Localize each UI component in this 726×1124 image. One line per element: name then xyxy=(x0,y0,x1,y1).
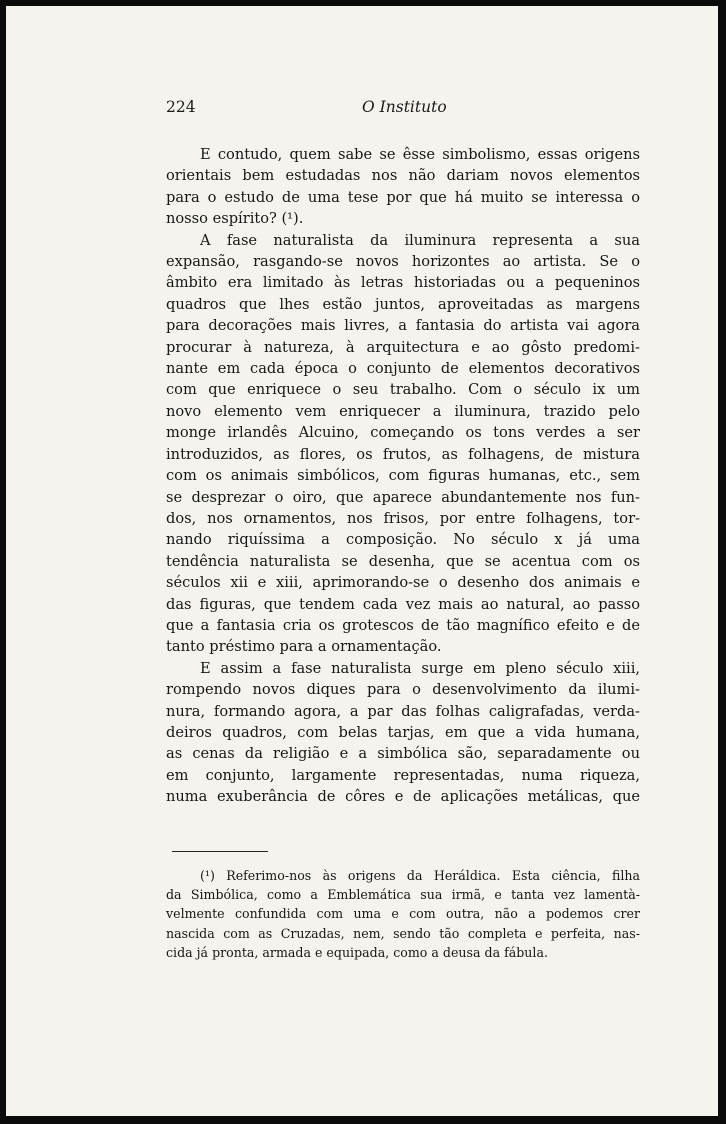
text-line: expansão, rasgando-se novos horizontes ao artista. Se o xyxy=(166,253,640,271)
text-line: numa exuberância de côres e de aplicações metálicas, que xyxy=(166,788,640,806)
footnote-line: velmente confundida com uma e com outra, não a podemos crer xyxy=(166,906,640,922)
footnote xyxy=(166,866,640,962)
text-line: dos, nos ornamentos, nos frisos, por entre folhagens, tor- xyxy=(166,509,640,527)
text-line: em conjunto, largamente representadas, numa riqueza, xyxy=(166,766,640,784)
text-line: que a fantasia cria os grotescos de tão magnífico efeito e de xyxy=(166,616,640,634)
text-line: com que enriquece o seu trabalho. Com o século ix um xyxy=(166,381,640,399)
body-text xyxy=(166,144,640,808)
text-line: para o estudo de uma tese por que há muito se interessa o xyxy=(166,188,640,206)
text-line: para decorações mais livres, a fantasia do artista vai agora xyxy=(166,317,640,335)
text-line: tanto préstimo para a ornamentação. xyxy=(166,638,442,656)
text-line: deiros quadros, com belas tarjas, em que a vida humana, xyxy=(166,723,640,741)
book-page xyxy=(6,6,718,1116)
text-line: E contudo, quem sabe se êsse simbolismo, essas origens xyxy=(200,146,640,163)
footnote-line: da Simbólica, como a Emblemática sua irmã, e tanta vez lamentà- xyxy=(166,887,640,903)
footnote-line: (¹) Referimo-nos às origens da Heráldica. Esta ciência, filha xyxy=(200,868,640,883)
text-line: A fase naturalista da iluminura representa a sua xyxy=(200,231,640,249)
text-line: nante em cada época o conjunto de elementos decorativos xyxy=(166,360,640,378)
text-line: rompendo novos diques para o desenvolvimento da ilumi- xyxy=(166,681,640,699)
text-line: nando riquíssima a composição. No século x já uma xyxy=(166,531,640,549)
text-line: novo elemento vem enriquecer a iluminura, trazido pelo xyxy=(166,402,640,420)
text-line: tendência naturalista se desenha, que se acentua com os xyxy=(166,552,640,570)
text-line: âmbito era limitado às letras historiadas ou a pequeninos xyxy=(166,274,640,292)
footnote-line: nascida com as Cruzadas, nem, sendo tão completa e perfeita, nas- xyxy=(166,925,640,941)
footnote-line: cida já pronta, armada e equipada, como a deusa da fábula. xyxy=(166,944,548,960)
page-number: 224 xyxy=(166,98,196,116)
text-line: séculos xii e xiii, aprimorando-se o desenho dos animais e xyxy=(166,574,640,592)
footnote-separator xyxy=(172,851,268,852)
text-line: orientais bem estudadas nos não dariam novos elementos xyxy=(166,167,640,185)
text-line: procurar à natureza, à arquitectura e ao gôsto predomi- xyxy=(166,338,640,356)
text-line: monge irlandês Alcuino, começando os tons verdes a ser xyxy=(166,424,640,442)
text-line: as cenas da religião e a simbólica são, separadamente ou xyxy=(166,745,640,763)
text-line: se desprezar o oiro, que aparece abundantemente nos fun- xyxy=(166,488,640,506)
text-line: quadros que lhes estão juntos, aproveitadas as margens xyxy=(166,295,640,313)
text-line: com os animais simbólicos, com figuras humanas, etc., sem xyxy=(166,467,640,485)
running-title: O Instituto xyxy=(362,98,447,116)
text-line: introduzidos, as flores, os frutos, as folhagens, de mistura xyxy=(166,445,640,463)
text-line: E assim a fase naturalista surge em pleno século xiii, xyxy=(200,659,640,677)
text-line: das figuras, que tendem cada vez mais ao natural, ao passo xyxy=(166,595,640,613)
page-header xyxy=(166,98,566,122)
text-line: nura, formando agora, a par das folhas caligrafadas, verda- xyxy=(166,702,640,720)
text-line: nosso espírito? (¹). xyxy=(166,210,304,228)
